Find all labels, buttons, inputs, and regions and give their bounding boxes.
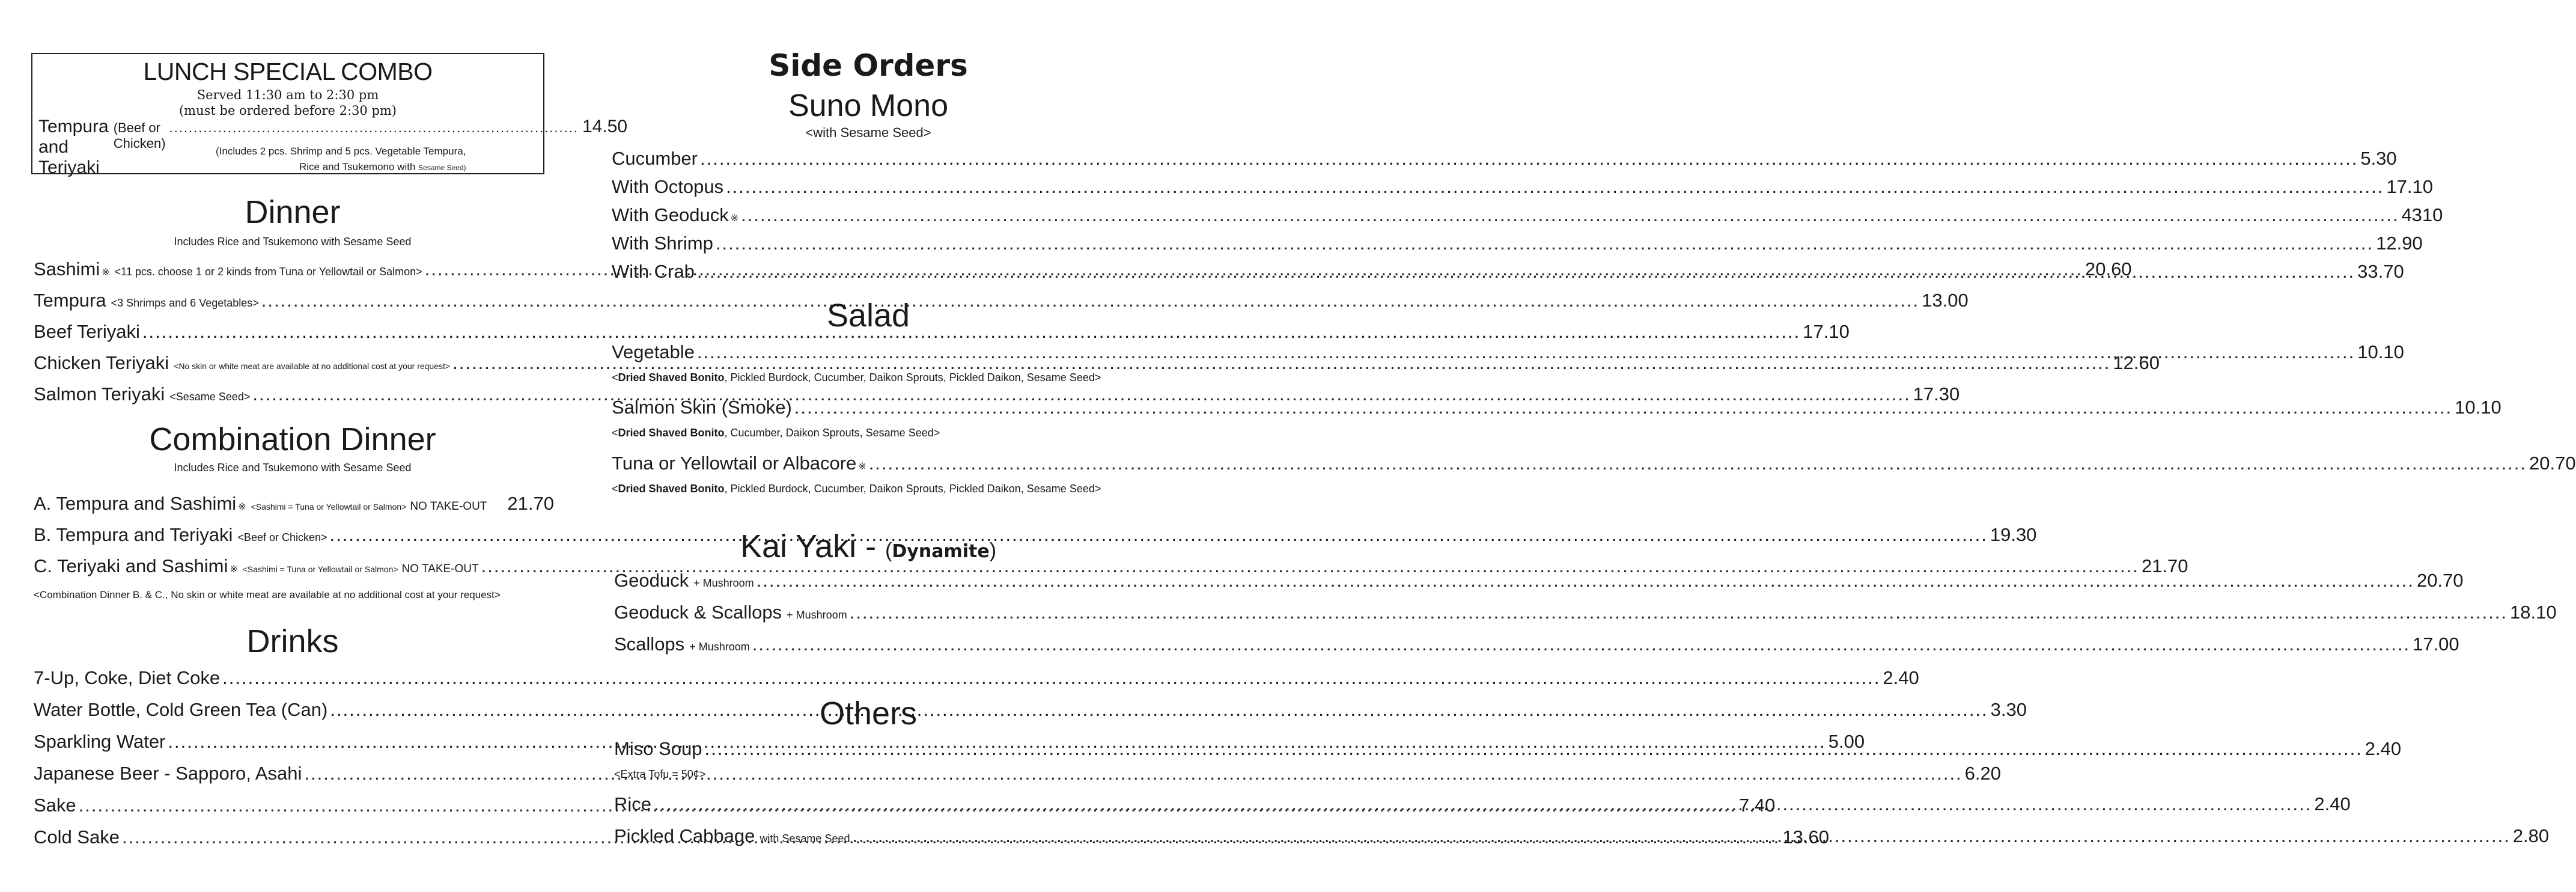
drink-item-price: 2.40 xyxy=(1883,667,1919,688)
combination-item-mark: ※ xyxy=(230,564,238,575)
kai-yaki-item-leader xyxy=(752,635,2410,653)
salad-item-name: Vegetable xyxy=(612,341,695,362)
kai-yaki-item-leader xyxy=(757,571,2414,590)
combination-item xyxy=(34,494,554,513)
combination-item-name: C. Teriyaki and Sashimi xyxy=(34,555,228,576)
drink-item-price: 6.20 xyxy=(1964,763,2002,784)
kai-yaki-item-name: Scallops xyxy=(614,634,685,655)
kai-yaki-title: Kai Yaki - (Dynamite) xyxy=(740,528,997,564)
salad-item-name: Tuna or Yellowtail or Albacore xyxy=(612,453,857,474)
dinner-subtitle: Includes Rice and Tsukemono with Sesame Seed xyxy=(174,236,412,248)
drink-item xyxy=(34,667,1919,688)
salad-item-price: 10.10 xyxy=(2455,397,2501,418)
kai-yaki-title-bold: Dynamite xyxy=(892,541,990,562)
suno-item xyxy=(612,204,2443,225)
kai-yaki-item-name: Geoduck xyxy=(614,570,689,591)
dinner-item-desc: <Sesame Seed> xyxy=(169,391,251,403)
kai-yaki-title-text: Kai Yaki - xyxy=(740,528,877,564)
lunch-title: LUNCH SPECIAL COMBO xyxy=(143,58,433,85)
salad-item-leader xyxy=(869,454,2527,472)
dinner-item-price: 20.60 xyxy=(2084,258,2132,280)
suno-item-price: 33.70 xyxy=(2357,261,2404,282)
salad-item-mark: ※ xyxy=(858,462,866,472)
combination-item xyxy=(34,555,2188,576)
lunch-served-hours: Served 11:30 am to 2:30 pm xyxy=(196,88,379,102)
salad-item xyxy=(612,397,2501,418)
suno-item xyxy=(612,233,2423,254)
dinner-item xyxy=(34,290,1969,311)
dinner-item-mark: ※ xyxy=(102,267,110,278)
others-item-addon: with Sesame Seed xyxy=(760,832,850,845)
suno-item-name: With Geoduck xyxy=(612,204,729,225)
suno-item-mark: ※ xyxy=(730,213,739,224)
combination-item-name: B. Tempura and Teriyaki xyxy=(34,524,233,545)
dinner-item xyxy=(34,383,1960,405)
dinner-item-price: 13.00 xyxy=(1922,290,1969,311)
lunch-item-leader: .................................................................................... xyxy=(169,120,579,135)
others-item-name: Miso Soup xyxy=(614,738,702,759)
kai-yaki-item-addon: + Mushroom xyxy=(693,577,754,589)
lunch-note-line1: (Includes 2 pcs. Shrimp and 5 pcs. Vegetable Tempura, xyxy=(216,145,466,157)
salad-item-name: Salmon Skin (Smoke) xyxy=(612,397,792,418)
side-orders-title: Side Orders xyxy=(769,48,968,83)
combination-item-notake: NO TAKE-OUT xyxy=(401,563,479,575)
lunch-item-option: (Beef or Chicken) xyxy=(113,120,166,151)
drink-item-leader xyxy=(330,700,1988,719)
salad-item-leader xyxy=(697,343,2355,361)
suno-item-leader xyxy=(700,149,2358,168)
miso-note: <Extra Tofu = 50¢> xyxy=(614,768,706,780)
salad-item-note: <Dried Shaved Bonito, Cucumber, Daikon Sprouts, Sesame Seed> xyxy=(612,427,940,439)
salad-item-note: <Dried Shaved Bonito, Pickled Burdock, Cucumber, Daikon Sprouts, Pickled Daikon, Sesame Seed> xyxy=(612,483,1101,495)
kai-yaki-item xyxy=(614,570,2464,591)
suno-item-price: 5.30 xyxy=(2360,148,2397,169)
lunch-note-line2-small: Sesame Seed) xyxy=(418,163,466,172)
others-item-name: Rice xyxy=(614,793,652,814)
salad-item xyxy=(612,341,2404,362)
drink-item-name: Sake xyxy=(34,795,76,816)
suno-item-price: 17.10 xyxy=(2386,176,2433,197)
combination-subtitle: Includes Rice and Tsukemono with Sesame Seed xyxy=(174,462,412,474)
kai-yaki-item-price: 17.00 xyxy=(2413,634,2459,655)
dinner-title: Dinner xyxy=(245,194,341,230)
combination-item-price: 21.70 xyxy=(2141,555,2188,576)
combination-item xyxy=(34,524,2037,545)
combination-item-mark: ※ xyxy=(238,502,246,512)
salad-title: Salad xyxy=(826,298,910,334)
combination-title: Combination Dinner xyxy=(149,421,436,457)
combination-item-leader xyxy=(330,525,1988,544)
suno-item-name: With Crab xyxy=(612,261,695,282)
kai-yaki-item xyxy=(614,634,2459,655)
kai-yaki-item-price: 20.70 xyxy=(2416,570,2464,591)
lunch-order-before: (must be ordered before 2:30 pm) xyxy=(178,103,397,118)
salad-item-price: 10.10 xyxy=(2357,341,2404,362)
suno-item-leader xyxy=(726,177,2384,196)
lunch-item-name: Tempura and Teriyaki xyxy=(38,117,109,177)
suno-item-name: Cucumber xyxy=(612,148,698,169)
others-title: Others xyxy=(819,695,918,732)
dinner-item xyxy=(34,352,2160,373)
lunch-note-line2 xyxy=(299,161,466,173)
salad-item-note: <Dried Shaved Bonito, Pickled Burdock, Cucumber, Daikon Sprouts, Pickled Daikon, Sesame Seed> xyxy=(612,371,1101,383)
drink-item-leader xyxy=(222,668,1880,687)
drink-item-name: 7-Up, Coke, Diet Coke xyxy=(34,667,221,688)
kai-yaki-item-addon: + Mushroom xyxy=(689,641,750,653)
combination-item-desc: <Sashimi = Tuna or Yellowtail or Salmon> xyxy=(242,564,398,574)
dinner-item-name: Beef Teriyaki xyxy=(34,321,140,342)
kai-yaki-item-leader xyxy=(850,603,2507,622)
combination-item-desc: <Beef or Chicken> xyxy=(237,531,327,543)
suno-item-price: 12.90 xyxy=(2376,233,2423,254)
dinner-item-name: Chicken Teriyaki xyxy=(34,352,169,373)
dinner-item-desc: <No skin or white meat are available at no additional cost at your request> xyxy=(174,361,451,371)
lunch-note-line2-text: Rice and Tsukemono with xyxy=(299,161,416,173)
others-item-leader xyxy=(704,739,2362,758)
others-item-leader xyxy=(852,826,2510,848)
drinks-title: Drinks xyxy=(246,623,339,659)
suno-item-leader xyxy=(741,206,2399,224)
others-item-price: 2.40 xyxy=(2364,738,2402,759)
salad-item-price: 20.70 xyxy=(2529,453,2576,474)
drink-item-leader xyxy=(304,764,1962,783)
kai-yaki-item-addon: + Mushroom xyxy=(787,609,847,621)
dinner-item-name: Salmon Teriyaki xyxy=(34,383,165,405)
others-item-price: 2.80 xyxy=(2512,825,2550,846)
dinner-item-desc: <3 Shrimps and 6 Vegetables> xyxy=(111,297,259,309)
combination-item-notake: NO TAKE-OUT xyxy=(410,500,487,513)
suno-item-name: With Shrimp xyxy=(612,233,713,254)
dinner-item-price: 12.60 xyxy=(2113,352,2160,373)
suno-item-name: With Octopus xyxy=(612,176,724,197)
dinner-item-name: Tempura xyxy=(34,290,106,311)
kai-yaki-item-price: 18.10 xyxy=(2510,602,2557,623)
drink-item-price: 7.40 xyxy=(1739,795,1776,816)
others-item-price: 2.40 xyxy=(2314,793,2351,814)
salad-item-leader xyxy=(794,398,2452,417)
dinner-item-desc: <11 pcs. choose 1 or 2 kinds from Tuna or Yellowtail or Salmon> xyxy=(114,266,422,278)
drink-item-price: 3.30 xyxy=(1990,699,2027,720)
salad-item xyxy=(612,453,2576,474)
kai-yaki-item-name: Geoduck & Scallops xyxy=(614,602,782,623)
drink-item-name: Sparkling Water xyxy=(34,731,166,752)
drink-item-name: Water Bottle, Cold Green Tea (Can) xyxy=(34,699,328,720)
drink-item-name: Japanese Beer - Sapporo, Asahi xyxy=(34,763,302,784)
drink-item-name: Cold Sake xyxy=(34,826,120,848)
combination-note: <Combination Dinner B. & C., No skin or white meat are available at no additional cost at your request> xyxy=(34,589,501,600)
dinner-item xyxy=(34,321,1850,342)
suno-mono-title: Suno Mono xyxy=(788,88,948,123)
dinner-item-price: 17.10 xyxy=(1803,321,1850,342)
dinner-item-name: Sashimi xyxy=(34,258,100,280)
lunch-item-price: 14.50 xyxy=(582,117,628,136)
combination-item-price: 21.70 xyxy=(507,493,554,514)
combination-item-desc: <Sashimi = Tuna or Yellowtail or Salmon> xyxy=(251,502,407,512)
suno-item xyxy=(612,176,2433,197)
drink-item-price: 13.60 xyxy=(1782,826,1829,848)
suno-mono-subtitle: <with Sesame Seed> xyxy=(805,125,931,140)
drink-item-price: 5.00 xyxy=(1828,731,1865,752)
suno-item-leader xyxy=(716,234,2374,252)
kai-yaki-item xyxy=(614,602,2557,623)
suno-item xyxy=(612,148,2397,169)
suno-item-leader xyxy=(697,258,2355,281)
lunch-special-box xyxy=(31,53,628,177)
dinner-item-price: 17.30 xyxy=(1913,383,1960,405)
combination-item-price: 19.30 xyxy=(1990,524,2037,545)
suno-item-price: 4310 xyxy=(2401,204,2443,225)
others-item-name: Pickled Cabbage xyxy=(614,825,755,846)
combination-item-name: A. Tempura and Sashimi xyxy=(34,493,237,514)
others-item-leader xyxy=(654,795,2312,816)
